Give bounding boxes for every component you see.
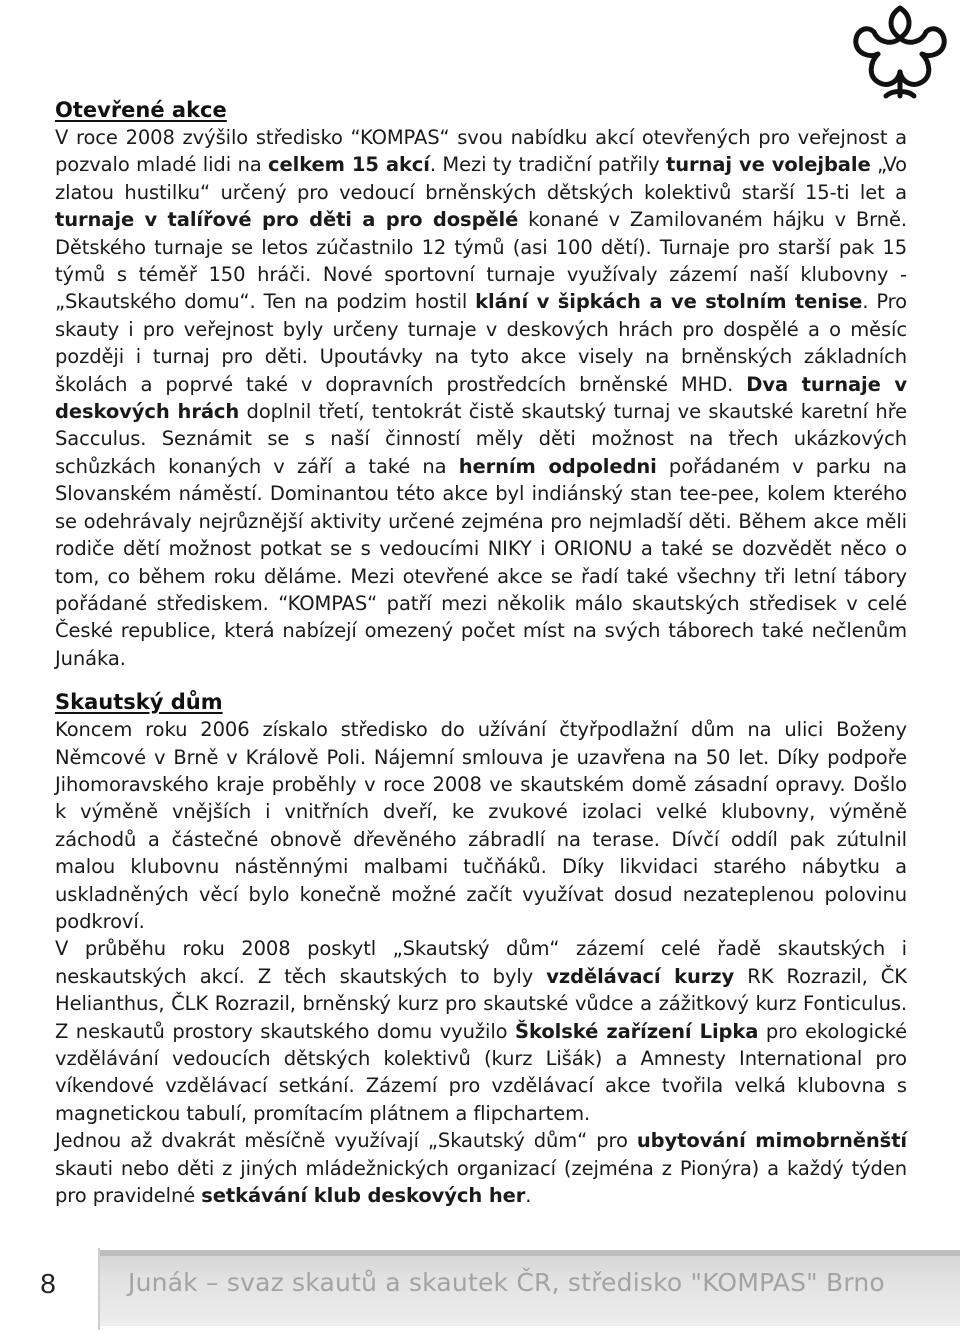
bold-text: vzdělávací kurzy	[546, 964, 735, 988]
text-run: „Vo zlatou hustilku“ určený pro vedoucí brněnských dětských kolektivů starší 15-ti let a	[55, 153, 907, 204]
section-scout-house	[55, 688, 907, 1209]
text-run: RK Rozrazil, ČK Helianthus, ČLK Rozrazil, brněnský kurz pro skautské vůdce a zážitkový kurz Fonticulus. Z neskautů prostory skautského domu využilo	[55, 964, 907, 1043]
text-run: pro ekologické vzdělávání vedoucích dětských kolektivů (kurz Lišák) a Amnesty International pro víkendové vzdělávací setkání. Zázemí pro vzdělávací akce tvořila velká klubovna s magnetickou tabulí, promítacím plátnem a flipchartem.	[55, 1019, 908, 1125]
section-heading: Otevřené akce	[55, 98, 227, 122]
bold-text: Školské zařízení Lipka	[515, 1019, 759, 1043]
bold-text: klání v šipkách a ve stolním tenise	[475, 290, 863, 314]
text-run: Koncem roku 2006 získalo středisko do užívání čtyřpodlažní dům na ulici Boženy Němcové v Brně v Králově Poli. Nájemní smlouva je uzavřena na 50 let. Díky podpoře Jihomoravského kraje proběhly v roce 2008 ve skautském domě zásadní opravy. Došlo k výměně vnějších i vnitřních dveří, ke zvukové izolaci velké klubovny, výměně záchodů a částečné obnově dřevěného zábradlí na terase. Dívčí oddíl pak zútulnil malou klubovnu nástěnnými malbami tučňáků. Díky likvidaci starého nábytku a uskladněných věcí bylo konečně možné začít využívat dosud nezateplenou polovinu podkroví.	[55, 718, 907, 933]
paragraph	[55, 124, 907, 672]
text-run: .	[525, 1184, 532, 1208]
text-run: skauti nebo děti z jiných mládežnických organizací (zejména z Pionýra) a každý týden pro pravidelné	[55, 1156, 907, 1208]
section-body	[55, 716, 907, 1209]
text-run: . Pro skauty i pro veřejnost byly určeny turnaje v deskových hrách pro dospělé a o měsíc později i turnaj pro děti. Upoutávky na tyto akce visely na brněnských základních školách a poprvé také v dopravních prostředcích brněnské MHD.	[55, 290, 907, 396]
paragraph	[55, 716, 907, 935]
paragraph	[55, 1127, 907, 1209]
text-run: V roce 2008 zvýšilo středisko “KOMPAS“ svou nabídku akcí otevřených pro veřejnost a pozvalo mladé lidi na	[55, 126, 907, 177]
footer-divider	[0, 1250, 960, 1256]
text-run: V průběhu roku 2008 poskytl „Skautský dům“ zázemí celé řadě skautských i neskautských akcí. Z těch skautských to byly	[55, 937, 907, 988]
bold-text: turnaje v talířové pro děti a pro dospělé	[55, 208, 519, 232]
text-run: konané v Zamilovaném hájku v Brně. Dětského turnaje se letos zúčastnilo 12 týmů (asi 100 dětí). Turnaje pro starší pak 15 týmů s téměř 150 hráči. Nové sportovní turnaje využívaly zázemí naší klubovny - „Skautského domu“. Ten na podzim hostil	[55, 208, 907, 314]
text-run: pořádaném v parku na Slovanském náměstí. Dominantou této akce byl indiánský stan tee-pee, kolem kterého se odehrávaly nejrůznější aktivity určené zejména pro nejmladší děti. Během akce měli rodiče dětí možnost potkat se s vedoucími NIKY i ORIONU a také se dozvědět něco o tom, co během roku děláme. Mezi otevřené akce se řadí také všechny tři letní tábory pořádané střediskem. “KOMPAS“ patří mezi několik málo skautských středisek v celé České republice, která nabízejí omezený počet míst na svých táborech také nečlenům Junáka.	[55, 454, 907, 670]
bold-text: ubytování mimobrněnští	[636, 1129, 907, 1153]
footer-organization-text: Junák – svaz skautů a skautek ČR, středisko "KOMPAS" Brno	[128, 1268, 885, 1297]
bold-text: turnaj ve volejbale	[666, 153, 871, 177]
bold-text: setkávání klub deskových her	[201, 1184, 526, 1208]
page-number: 8	[40, 1268, 56, 1299]
bold-text: herním odpoledni	[458, 454, 657, 478]
text-run: Jednou až dvakrát měsíčně využívají „Skautský dům“ pro	[55, 1129, 637, 1153]
section-body	[55, 124, 907, 672]
section-heading: Skautský dům	[55, 690, 223, 715]
text-run: doplnil třetí, tentokrát čistě skautský turnaj ve skautské karetní hře Sacculus. Seznámit se s naší činností měly děti možnost na třech ukázkových schůzkách konaných v září a také na	[55, 400, 907, 478]
scout-trefoil-logo-icon	[848, 2, 952, 104]
bold-text: celkem 15 akcí	[268, 153, 430, 177]
text-run: . Mezi ty tradiční patřily	[429, 153, 666, 177]
section-open-events	[55, 96, 907, 672]
paragraph	[55, 935, 907, 1127]
bold-text: Dva turnaje v deskových hrách	[55, 372, 907, 424]
article	[55, 96, 907, 1209]
